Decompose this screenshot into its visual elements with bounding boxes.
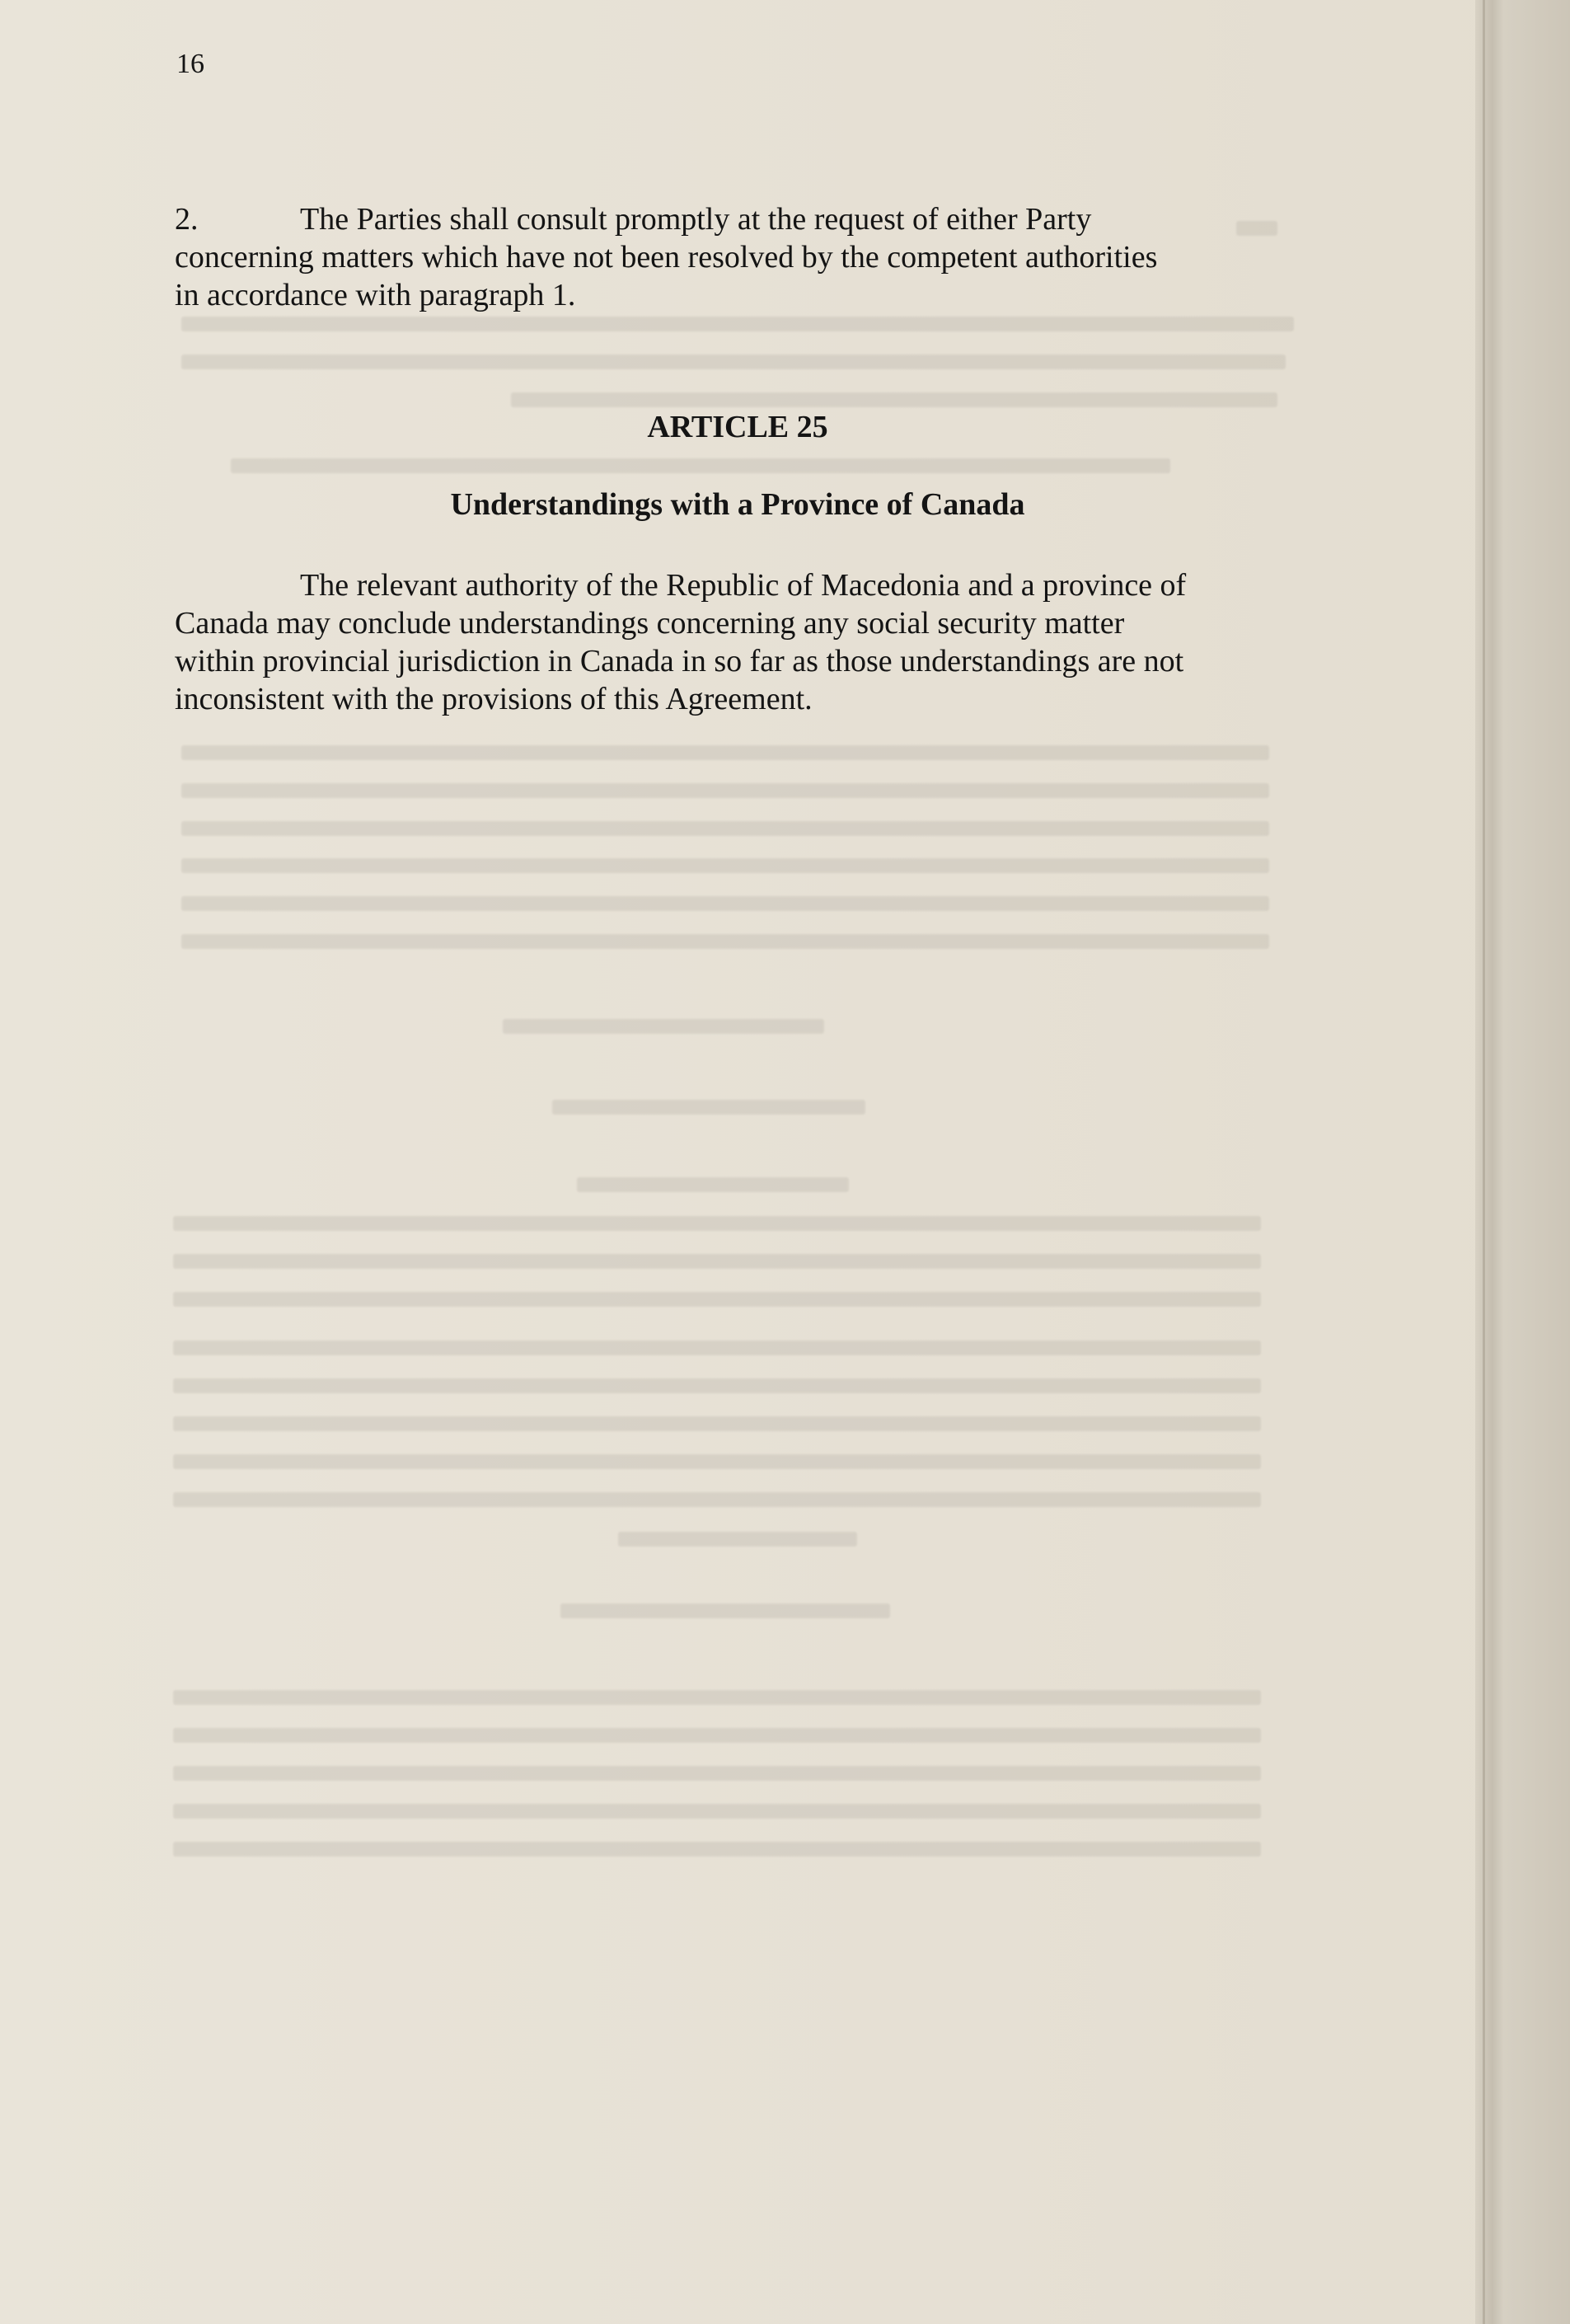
paragraph-line-4: inconsistent with the provisions of this Agreement. xyxy=(175,682,813,716)
paragraph-2-line-2: concerning matters which have not been resolved by the competent authorities xyxy=(175,240,1158,275)
paragraph-line-1: The relevant authority of the Republic of Macedonia and a province of xyxy=(300,568,1187,603)
show-through-line xyxy=(173,1728,1261,1743)
show-through-line xyxy=(181,821,1269,836)
show-through-line xyxy=(181,354,1286,369)
show-through-line xyxy=(173,1378,1261,1393)
article-subtitle: Understandings with a Province of Canada xyxy=(450,487,1025,522)
show-through-line xyxy=(173,1340,1261,1355)
show-through-line xyxy=(560,1603,890,1618)
show-through-line xyxy=(173,1690,1261,1705)
show-through-line xyxy=(173,1416,1261,1431)
show-through-line xyxy=(577,1177,849,1192)
page-edge-shadow xyxy=(1475,0,1570,2324)
show-through-line xyxy=(181,317,1294,331)
show-through-line xyxy=(173,1804,1261,1819)
show-through-line xyxy=(552,1100,865,1115)
show-through-line xyxy=(173,1292,1261,1307)
show-through-line xyxy=(173,1766,1261,1781)
paragraph-line-2: Canada may conclude understandings concerning any social security matter xyxy=(175,606,1125,641)
show-through-line xyxy=(173,1842,1261,1857)
paragraph-number: 2. xyxy=(175,202,199,237)
show-through-line xyxy=(181,934,1269,949)
show-through-line xyxy=(181,858,1269,873)
paragraph-2-line-1: The Parties shall consult promptly at the request of either Party xyxy=(300,202,1092,237)
show-through-line xyxy=(173,1216,1261,1231)
paragraph-2-line-3: in accordance with paragraph 1. xyxy=(175,278,576,312)
page-number: 16 xyxy=(176,49,204,79)
show-through-line xyxy=(618,1532,857,1547)
show-through-line xyxy=(181,783,1269,798)
show-through-line xyxy=(511,392,1277,407)
show-through-line xyxy=(231,458,1170,473)
binding-edge-line xyxy=(1483,0,1485,2324)
paragraph-line-3: within provincial jurisdiction in Canada in so far as those understandings are not xyxy=(175,644,1184,678)
show-through-line xyxy=(173,1492,1261,1507)
show-through-line xyxy=(503,1019,824,1034)
show-through-line xyxy=(173,1254,1261,1269)
show-through-line xyxy=(1236,221,1277,236)
show-through-line xyxy=(173,1454,1261,1469)
show-through-line xyxy=(181,745,1269,760)
show-through-line xyxy=(181,896,1269,911)
article-title: ARTICLE 25 xyxy=(647,410,828,444)
